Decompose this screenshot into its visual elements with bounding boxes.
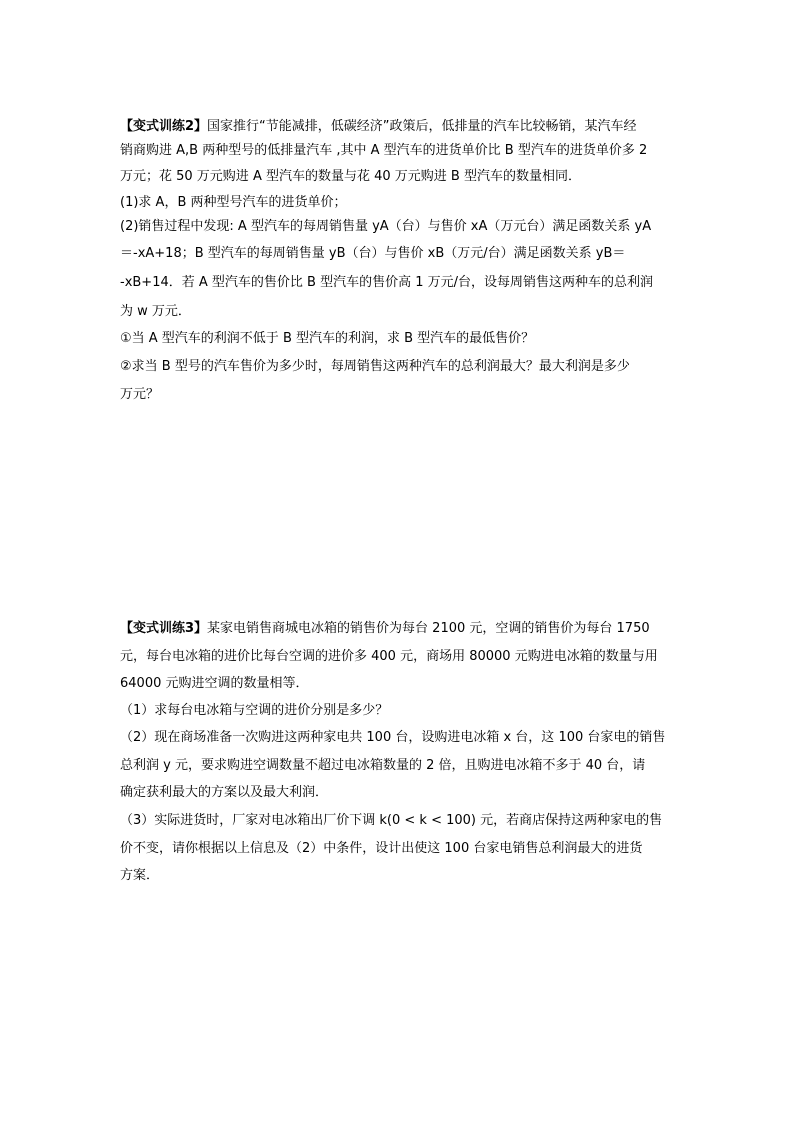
problem-3-line-6: 总利润 y 元，要求购进空调数量不超过电冰箱数量的 2 倍，且购进电冰箱不多于 40 台，请 (120, 758, 646, 773)
problem-3-line-3: 64000 元购进空调的数量相等． (120, 676, 309, 691)
problem-3-line-7: 确定获利最大的方案以及最大利润． (120, 785, 329, 800)
problem-2-tag: 【变式训练2】 (120, 119, 208, 134)
problem-2-line-9: ①当 A 型汽车的利润不低于 B 型汽车的利润，求 B 型汽车的最低售价？ (120, 331, 535, 346)
problem-3-line-2: 元，每台电冰箱的进价比每台空调的进价多 400 元，商场用 80000 元购进电冰箱的数量与用 (120, 649, 658, 664)
problem-3-line-1 (120, 620, 650, 638)
problem-2-line-11: 万元？ (120, 387, 160, 402)
problem-2-line-7: -xB+14．若 A 型汽车的售价比 B 型汽车的售价高 1 万元/台，设每周销售这两种车的总利润 (120, 275, 653, 290)
problem-3-line-10: 方案． (120, 868, 160, 883)
problem-3-line-5: （2）现在商场准备一次购进这两种家电共 100 台，设购进电冰箱 x 台，这 100 台家电的销售 (120, 730, 666, 745)
problem-2-line-6: ＝-xA+18；B 型汽车的每周销售量 yB（台）与售价 xB（万元/台）满足函数关系 yB＝ (120, 246, 626, 261)
problem-3-line-9: 价不变，请你根据以上信息及（2）中条件，设计出使这 100 台家电销售总利润最大的进货 (120, 841, 643, 856)
problem-3-line-4: （1）求每台电冰箱与空调的进价分别是多少？ (120, 703, 389, 718)
problem-2-line-8: 为 w 万元． (120, 304, 191, 319)
problem-2-line-10: ②求当 B 型号的汽车售价为多少时，每周销售这两种汽车的总利润最大？最大利润是多少 (120, 359, 630, 374)
problem-3-line-8: （3）实际进货时，厂家对电冰箱出厂价下调 k(0 < k < 100) 元，若商店保持这两种家电的售 (120, 813, 663, 828)
problem-2-line-2: 销商购进 A,B 两种型号的低排量汽车 ,其中 A 型汽车的进货单价比 B 型汽车的进货单价多 2 (120, 143, 648, 158)
problem-2-text-1: 国家推行“节能减排，低碳经济”政策后，低排量的汽车比较畅销，某汽车经 (207, 119, 637, 134)
problem-2-line-4: (1)求 A，B 两种型号汽车的进货单价； (120, 195, 347, 210)
problem-2-line-1 (120, 118, 637, 136)
problem-2-line-3: 万元；花 50 万元购进 A 型汽车的数量与花 40 万元购进 B 型汽车的数量相同． (120, 169, 581, 184)
problem-2-line-5: (2)销售过程中发现: A 型汽车的每周销售量 yA（台）与售价 xA（万元台）满足函数关系 yA (120, 219, 652, 234)
problem-3-tag: 【变式训练3】 (120, 621, 208, 636)
problem-3-text-1: 某家电销售商城电冰箱的销售价为每台 2100 元，空调的销售价为每台 1750 (207, 621, 650, 636)
